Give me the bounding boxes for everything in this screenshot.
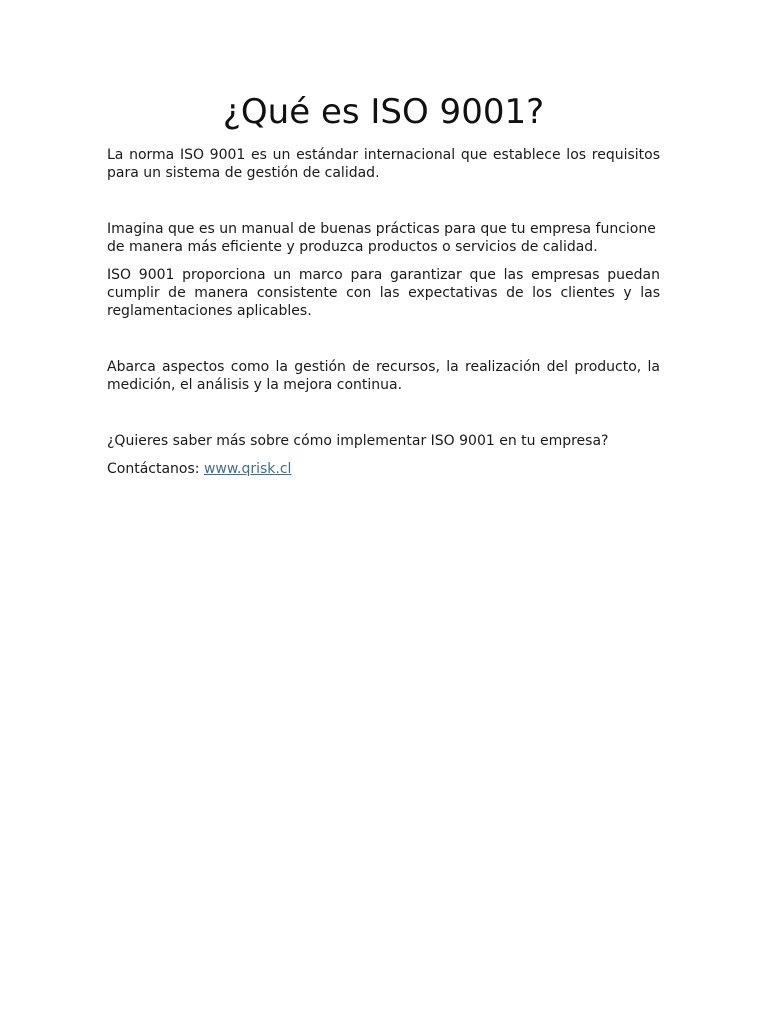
- contact-line: [107, 460, 660, 478]
- paragraph-framework: ISO 9001 proporciona un marco para garantizar que las empresas puedan cumplir de manera consistente con las expectativas de los clientes y las reglamentaciones aplicables.: [107, 267, 660, 319]
- paragraph-question: ¿Quieres saber más sobre cómo implementar ISO 9001 en tu empresa?: [107, 433, 609, 449]
- paragraph-definition: La norma ISO 9001 es un estándar internacional que establece los requisitos para un sistema de gestión de calidad.: [107, 147, 660, 181]
- paragraph-analogy: Imagina que es un manual de buenas prácticas para que tu empresa funcione de manera más eficiente y produzca productos o servicios de calidad.: [107, 221, 656, 255]
- document-page: [107, 90, 660, 478]
- contact-label: Contáctanos:: [107, 461, 204, 477]
- document-title: ¿Qué es ISO 9001?: [222, 92, 545, 132]
- paragraph-scope: Abarca aspectos como la gestión de recursos, la realización del producto, la medición, el análisis y la mejora continua.: [107, 359, 660, 393]
- contact-link[interactable]: www.qrisk.cl: [203, 461, 292, 477]
